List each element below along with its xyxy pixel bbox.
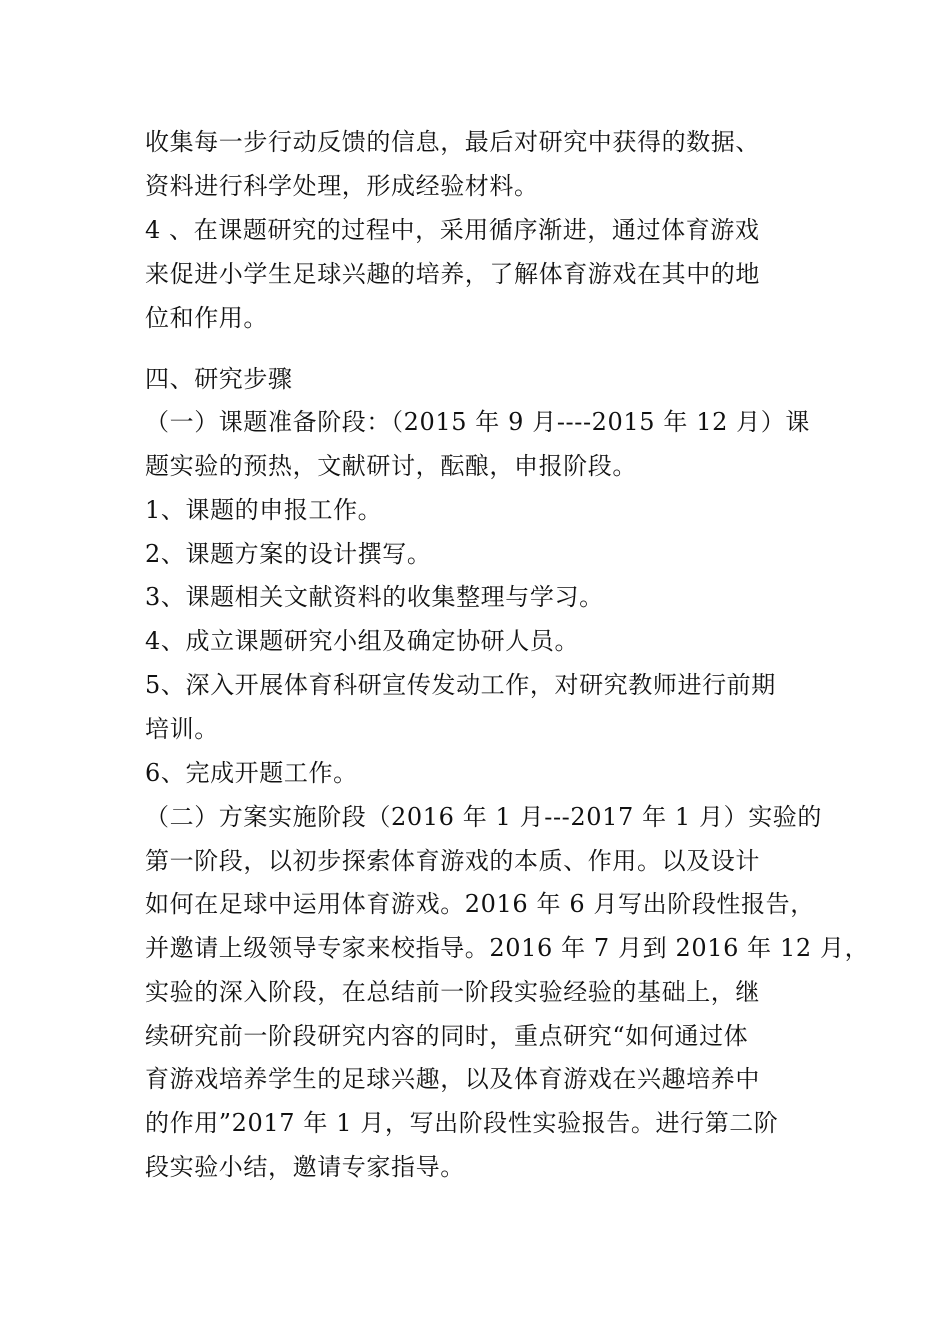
list-item: 2、课题方案的设计撰写。 [145, 540, 432, 568]
text-line: 并邀请上级领导专家来校指导。2016 年 7 月到 2016 年 12 月， [145, 934, 870, 962]
text-line: 来促进小学生足球兴趣的培养，了解体育游戏在其中的地 [145, 260, 760, 288]
text-line: 培训。 [145, 715, 219, 743]
text-line: 资料进行科学处理，形成经验材料。 [145, 172, 539, 200]
text-line: 育游戏培养学生的足球兴趣，以及体育游戏在兴趣培养中 [145, 1065, 760, 1093]
text-line: 的作用”2017 年 1 月，写出阶段性实验报告。进行第二阶 [145, 1109, 779, 1137]
text-line: 第一阶段，以初步探索体育游戏的本质、作用。以及设计 [145, 847, 760, 875]
text-line: 段实验小结，邀请专家指导。 [145, 1153, 465, 1181]
list-item: 3、课题相关文献资料的收集整理与学习。 [145, 583, 604, 611]
text-line: 位和作用。 [145, 304, 268, 332]
text-line: （二）方案实施阶段（2016 年 1 月---2017 年 1 月）实验的 [145, 803, 822, 831]
list-item: 4、成立课题研究小组及确定协研人员。 [145, 627, 580, 655]
text-line: 如何在足球中运用体育游戏。2016 年 6 月写出阶段性报告， [145, 890, 815, 918]
text-line: 实验的深入阶段，在总结前一阶段实验经验的基础上，继 [145, 978, 760, 1006]
list-item: 1、课题的申报工作。 [145, 496, 383, 524]
text-line: 题实验的预热，文献研讨，酝酿，申报阶段。 [145, 452, 637, 480]
text-line: 4 、在课题研究的过程中，采用循序渐进，通过体育游戏 [145, 216, 760, 244]
list-item: 5、深入开展体育科研宣传发动工作，对研究教师进行前期 [145, 671, 776, 699]
text-line: 续研究前一阶段研究内容的同时，重点研究“如何通过体 [145, 1022, 749, 1050]
text-line: 收集每一步行动反馈的信息，最后对研究中获得的数据、 [145, 128, 760, 156]
list-item: 6、完成开题工作。 [145, 759, 358, 787]
text-line: （一）课题准备阶段：（2015 年 9 月----2015 年 12 月）课 [145, 408, 810, 436]
section-heading: 四、研究步骤 [145, 365, 293, 393]
